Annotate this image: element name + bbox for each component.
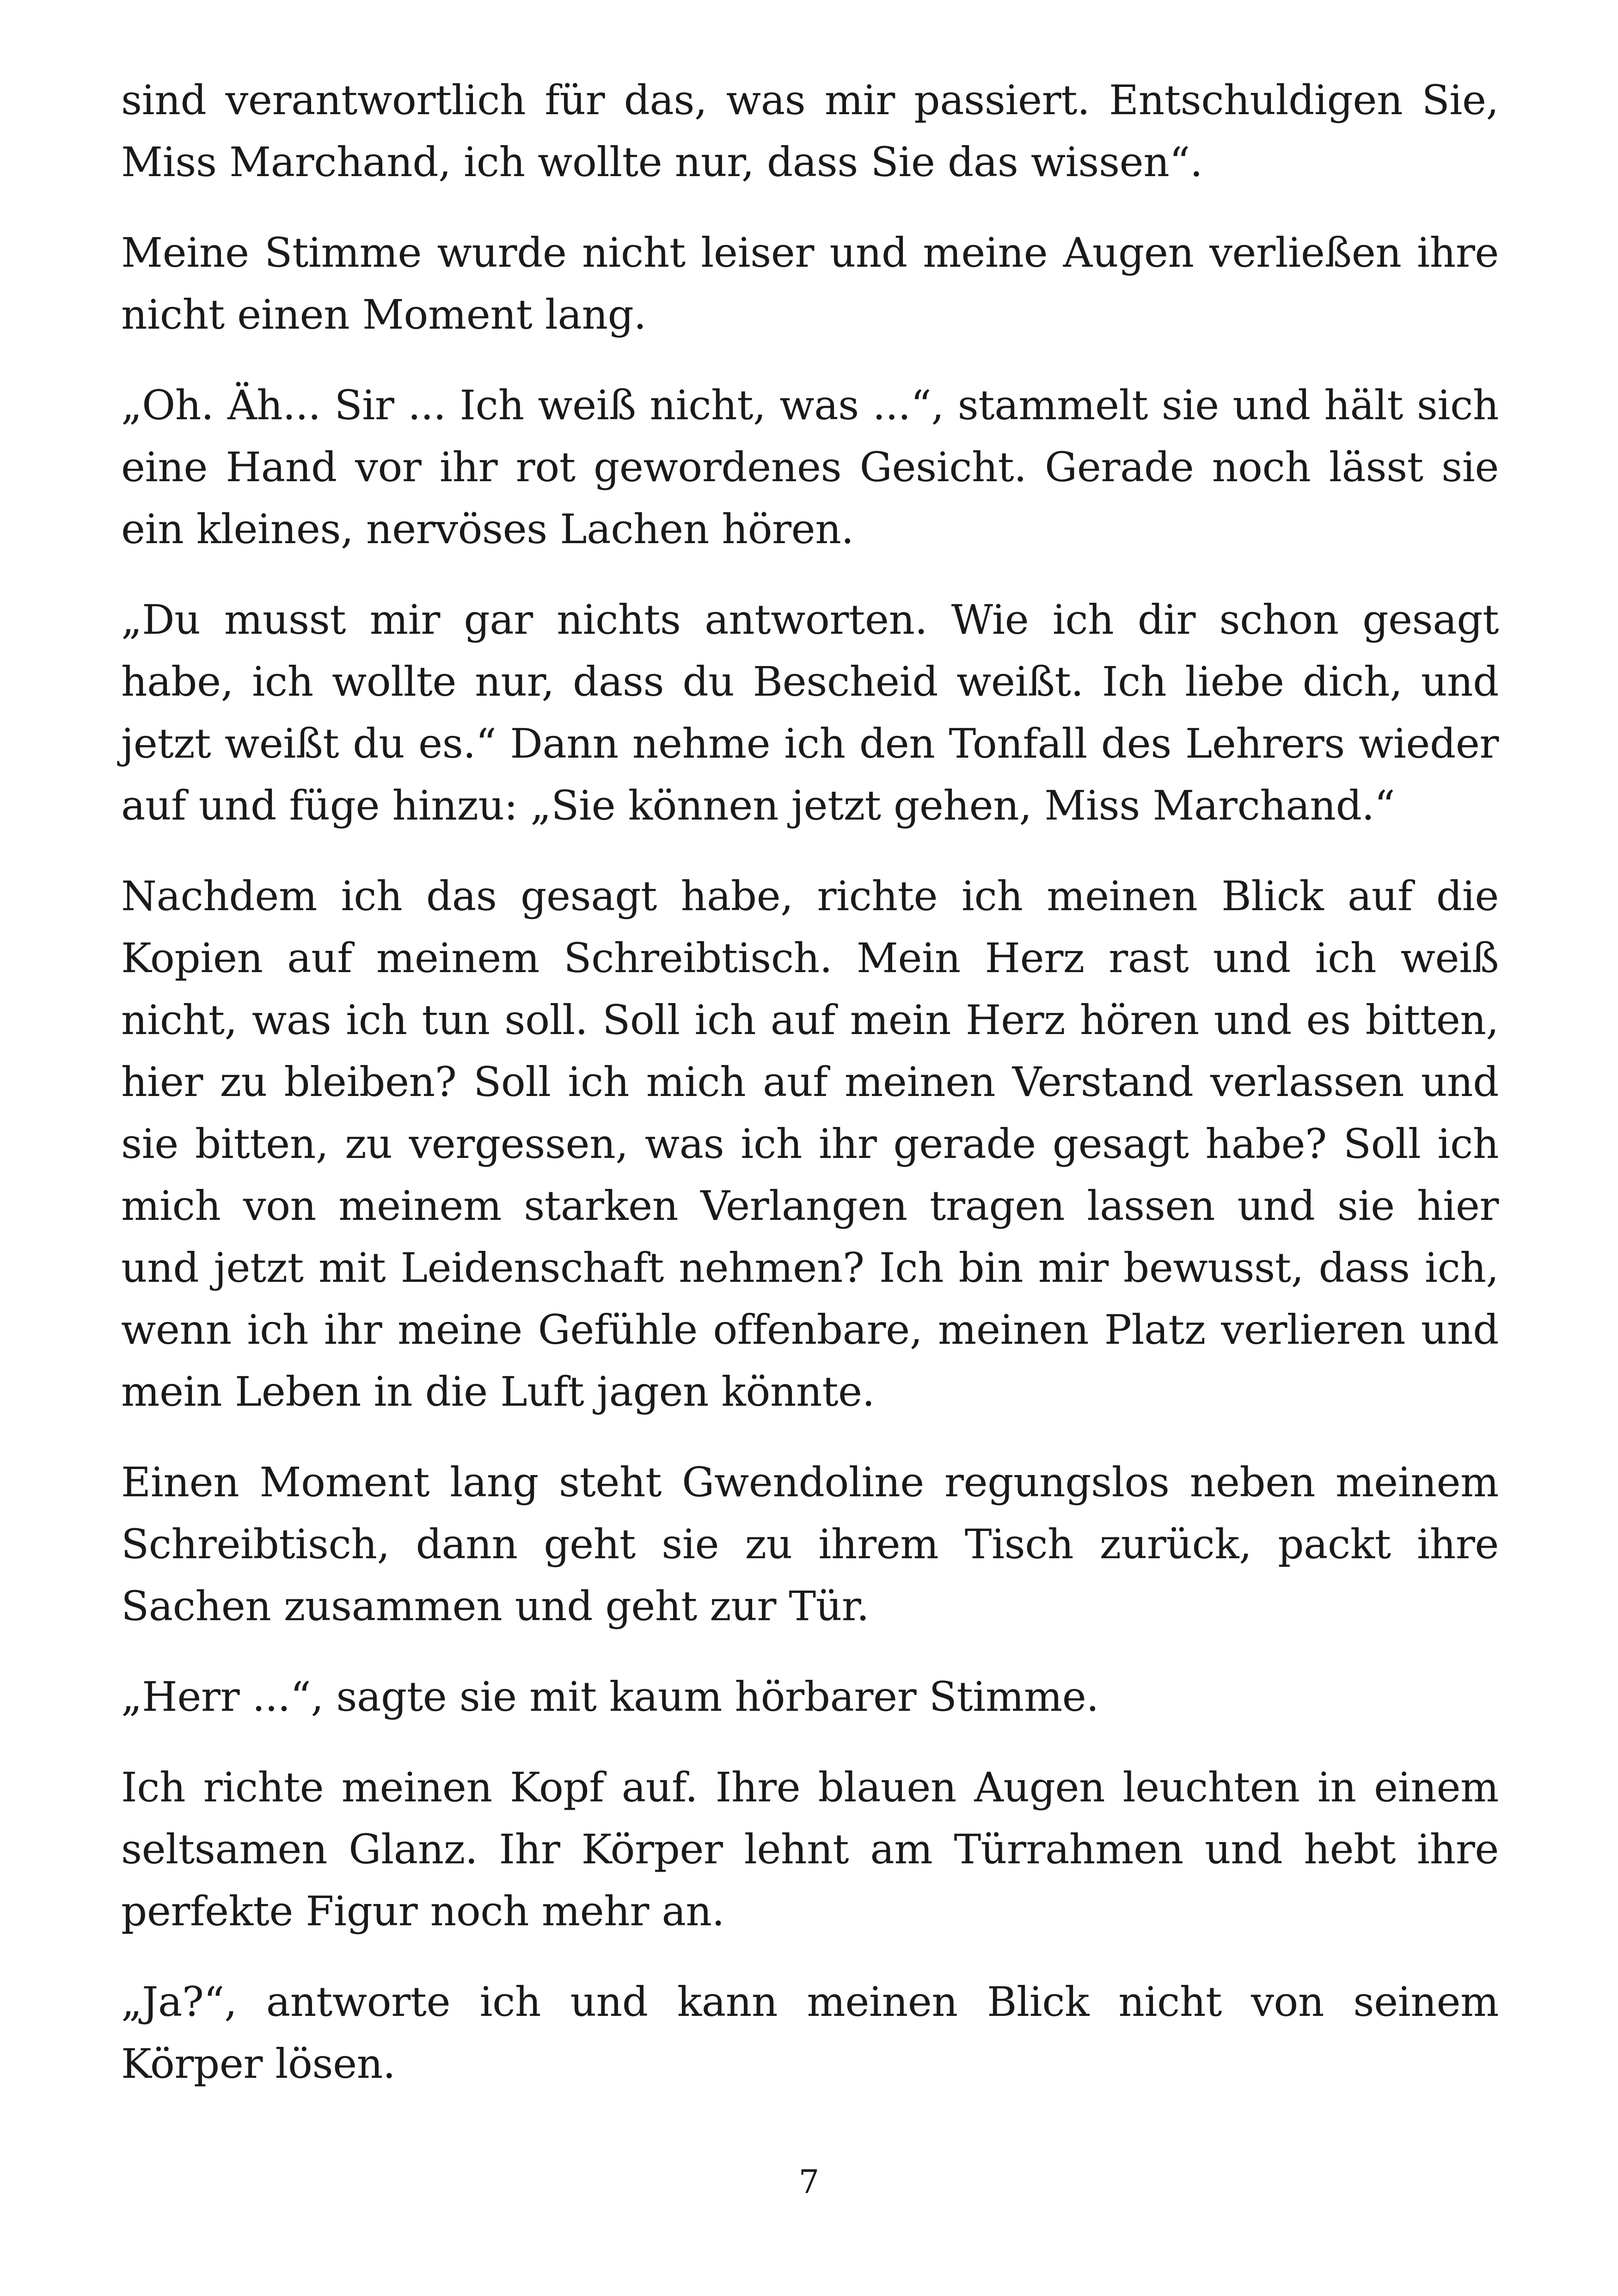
page-number: 7	[798, 2163, 820, 2201]
paragraph: „Du musst mir gar nichts antworten. Wie ich dir schon gesagt habe, ich wollte nur, dass du Bescheid weißt. Ich liebe dich, und jetzt weißt du es.“ Dann nehme ich den Tonfall des Lehrers wieder auf und füge hinzu: „Sie können jetzt gehen, Miss Marchand.“	[121, 596, 1499, 829]
body-text	[121, 69, 1499, 2124]
paragraph: „Herr ...“, sagte sie mit kaum hörbarer Stimme.	[121, 1673, 1099, 1720]
paragraph: Ich richte meinen Kopf auf. Ihre blauen Augen leuchten in einem seltsamen Glanz. Ihr Körper lehnt am Türrahmen und hebt ihre perfekte Figur noch mehr an.	[121, 1763, 1499, 1935]
paragraph: Nachdem ich das gesagt habe, richte ich meinen Blick auf die Kopien auf meinem Schreibtisch. Mein Herz rast und ich weiß nicht, was ich tun soll. Soll ich auf mein Herz hören und es bitten, hier zu bleiben? Soll ich mich auf meinen Verstand verlassen und sie bitten, zu vergessen, was ich ihr gerade gesagt habe? Soll ich mich von meinem starken Verlangen tragen lassen und sie hier und jetzt mit Leidenschaft nehmen? Ich bin mir bewusst, dass ich, wenn ich ihr meine Gefühle offenbare, meinen Platz verlieren und mein Leben in die Luft jagen könnte.	[121, 872, 1499, 1415]
paragraph: „Oh. Äh... Sir ... Ich weiß nicht, was ...“, stammelt sie und hält sich eine Hand vor ihr rot gewordenes Gesicht. Gerade noch lässt sie ein kleines, nervöses Lachen hören.	[121, 381, 1499, 553]
paragraph: Einen Moment lang steht Gwendoline regungslos neben meinem Schreibtisch, dann geht sie zu ihrem Tisch zurück, packt ihre Sachen zusammen und geht zur Tür.	[121, 1458, 1499, 1630]
paragraph: sind verantwortlich für das, was mir passiert. Entschuldigen Sie, Miss Marchand, ich wollte nur, dass Sie das wissen“.	[121, 76, 1499, 186]
paragraph: Meine Stimme wurde nicht leiser und meine Augen verließen ihre nicht einen Moment lang.	[121, 229, 1499, 338]
paragraph: „Ja?“, antworte ich und kann meinen Blick nicht von seinem Körper lösen.	[121, 1978, 1499, 2088]
